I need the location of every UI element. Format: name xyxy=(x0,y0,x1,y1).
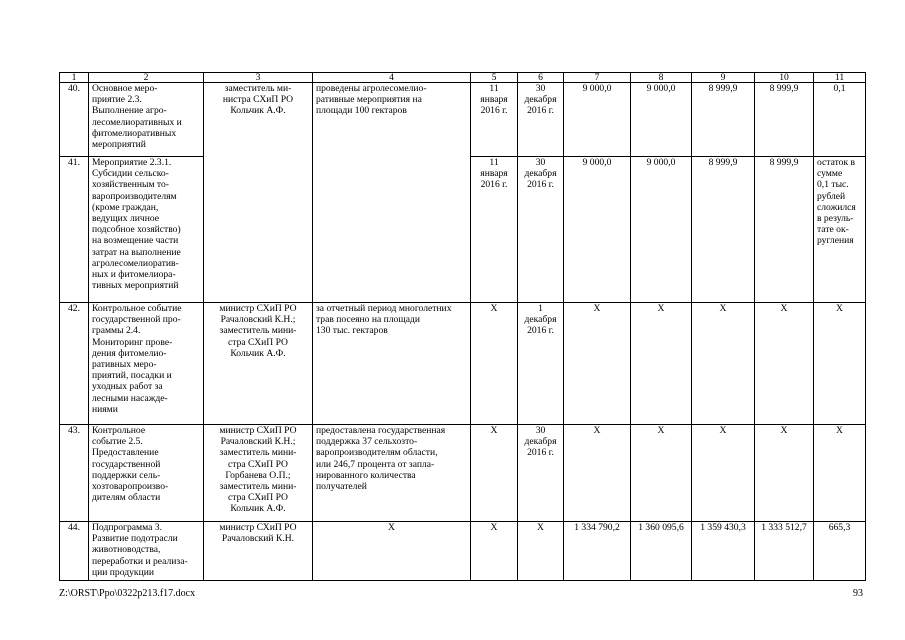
value-col7: 1 334 790,2 xyxy=(564,522,631,581)
header-cell: 9 xyxy=(692,73,755,83)
value-col7: X xyxy=(564,303,631,425)
start-date: X xyxy=(471,425,518,522)
value-col8: 9 000,0 xyxy=(631,83,692,157)
value-col11: X xyxy=(814,303,866,425)
value-col11: остаток в сумме 0,1 тыс. рублей сложился в резуль- тате ок- ругления xyxy=(814,157,866,303)
row-number: 41. xyxy=(60,157,89,303)
header-cell: 1 xyxy=(60,73,89,83)
table-row xyxy=(60,425,866,522)
page-number: 93 xyxy=(853,588,863,599)
row-number: 42. xyxy=(60,303,89,425)
row-number: 40. xyxy=(60,83,89,157)
header-cell: 10 xyxy=(755,73,814,83)
table-row xyxy=(60,303,866,425)
header-cell: 2 xyxy=(89,73,204,83)
measure-name: Подпрограмма 3. Развитие подотрасли животноводства, переработки и реализа- ции продукции xyxy=(89,522,204,581)
row-number: 44. xyxy=(60,522,89,581)
value-col10: X xyxy=(755,303,814,425)
result: за отчетный период многолетних трав посеяно на площади 130 тыс. гектаров xyxy=(313,303,471,425)
report-table xyxy=(59,72,866,581)
start-date: X xyxy=(471,303,518,425)
value-col8: X xyxy=(631,303,692,425)
value-col8: X xyxy=(631,425,692,522)
measure-name: Контрольное событие государственной про- граммы 2.4. Мониторинг прове- дения фитомелио- ративных меро- приятий, посадки и уходных работ за лесными насажде- ниями xyxy=(89,303,204,425)
result: проведены агролесомелио- ративные мероприятия на площади 100 гектаров xyxy=(313,83,471,303)
measure-name: Мероприятие 2.3.1. Субсидии сельско- хозяйственным то- варопроизводителям (кроме граждан, ведущих личное подсобное хозяйство) на возмещение части затрат на выполнение агролесомелиоратив- ных и фитомелиора- тивных мероприятий xyxy=(89,157,204,303)
value-col10: 8 999,9 xyxy=(755,83,814,157)
file-path: Z:\ORST\Ppo\0322p213.f17.docx xyxy=(59,588,196,599)
start-date: 11 января 2016 г. xyxy=(471,157,518,303)
value-col9: X xyxy=(692,425,755,522)
end-date: 30 декабря 2016 г. xyxy=(518,425,564,522)
table-row xyxy=(60,83,866,157)
value-col7: X xyxy=(564,425,631,522)
table-row xyxy=(60,522,866,581)
value-col11: 665,3 xyxy=(814,522,866,581)
header-cell: 11 xyxy=(814,73,866,83)
responsible: заместитель ми- нистра СХиП РО Кольчик А.Ф. xyxy=(204,83,313,303)
header-cell: 3 xyxy=(204,73,313,83)
value-col10: 8 999,9 xyxy=(755,157,814,303)
value-col11: 0,1 xyxy=(814,83,866,157)
responsible: министр СХиП РО Рачаловский К.Н.; заместитель мини- стра СХиП РО Кольчик А.Ф. xyxy=(204,303,313,425)
end-date: 1 декабря 2016 г. xyxy=(518,303,564,425)
value-col9: 8 999,9 xyxy=(692,83,755,157)
value-col7: 9 000,0 xyxy=(564,157,631,303)
start-date: X xyxy=(471,522,518,581)
value-col11: X xyxy=(814,425,866,522)
result: X xyxy=(313,522,471,581)
value-col10: 1 333 512,7 xyxy=(755,522,814,581)
header-cell: 8 xyxy=(631,73,692,83)
value-col9: 8 999,9 xyxy=(692,157,755,303)
end-date: 30 декабря 2016 г. xyxy=(518,157,564,303)
header-cell: 6 xyxy=(518,73,564,83)
end-date: X xyxy=(518,522,564,581)
start-date: 11 января 2016 г. xyxy=(471,83,518,157)
value-col8: 9 000,0 xyxy=(631,157,692,303)
responsible: министр СХиП РО Рачаловский К.Н.; заместитель мини- стра СХиП РО Горбанева О.П.; заместитель мини- стра СХиП РО Кольчик А.Ф. xyxy=(204,425,313,522)
header-cell: 7 xyxy=(564,73,631,83)
header-cell: 4 xyxy=(313,73,471,83)
row-number: 43. xyxy=(60,425,89,522)
value-col9: 1 359 430,3 xyxy=(692,522,755,581)
result: предоставлена государственная поддержка 37 сельхозто- варопроизводителям области, или 246,7 процента от запла- нированного количества получателей xyxy=(313,425,471,522)
measure-name: Контрольное событие 2.5. Предоставление государственной поддержки сель- хозтоваропроизво- дителям области xyxy=(89,425,204,522)
value-col7: 9 000,0 xyxy=(564,83,631,157)
responsible: министр СХиП РО Рачаловский К.Н. xyxy=(204,522,313,581)
header-row xyxy=(60,73,866,83)
header-cell: 5 xyxy=(471,73,518,83)
value-col10: X xyxy=(755,425,814,522)
end-date: 30 декабря 2016 г. xyxy=(518,83,564,157)
value-col9: X xyxy=(692,303,755,425)
measure-name: Основное меро- приятие 2.3. Выполнение агро- лесомелиоративных и фитомелиоративных мероприятий xyxy=(89,83,204,157)
value-col8: 1 360 095,6 xyxy=(631,522,692,581)
